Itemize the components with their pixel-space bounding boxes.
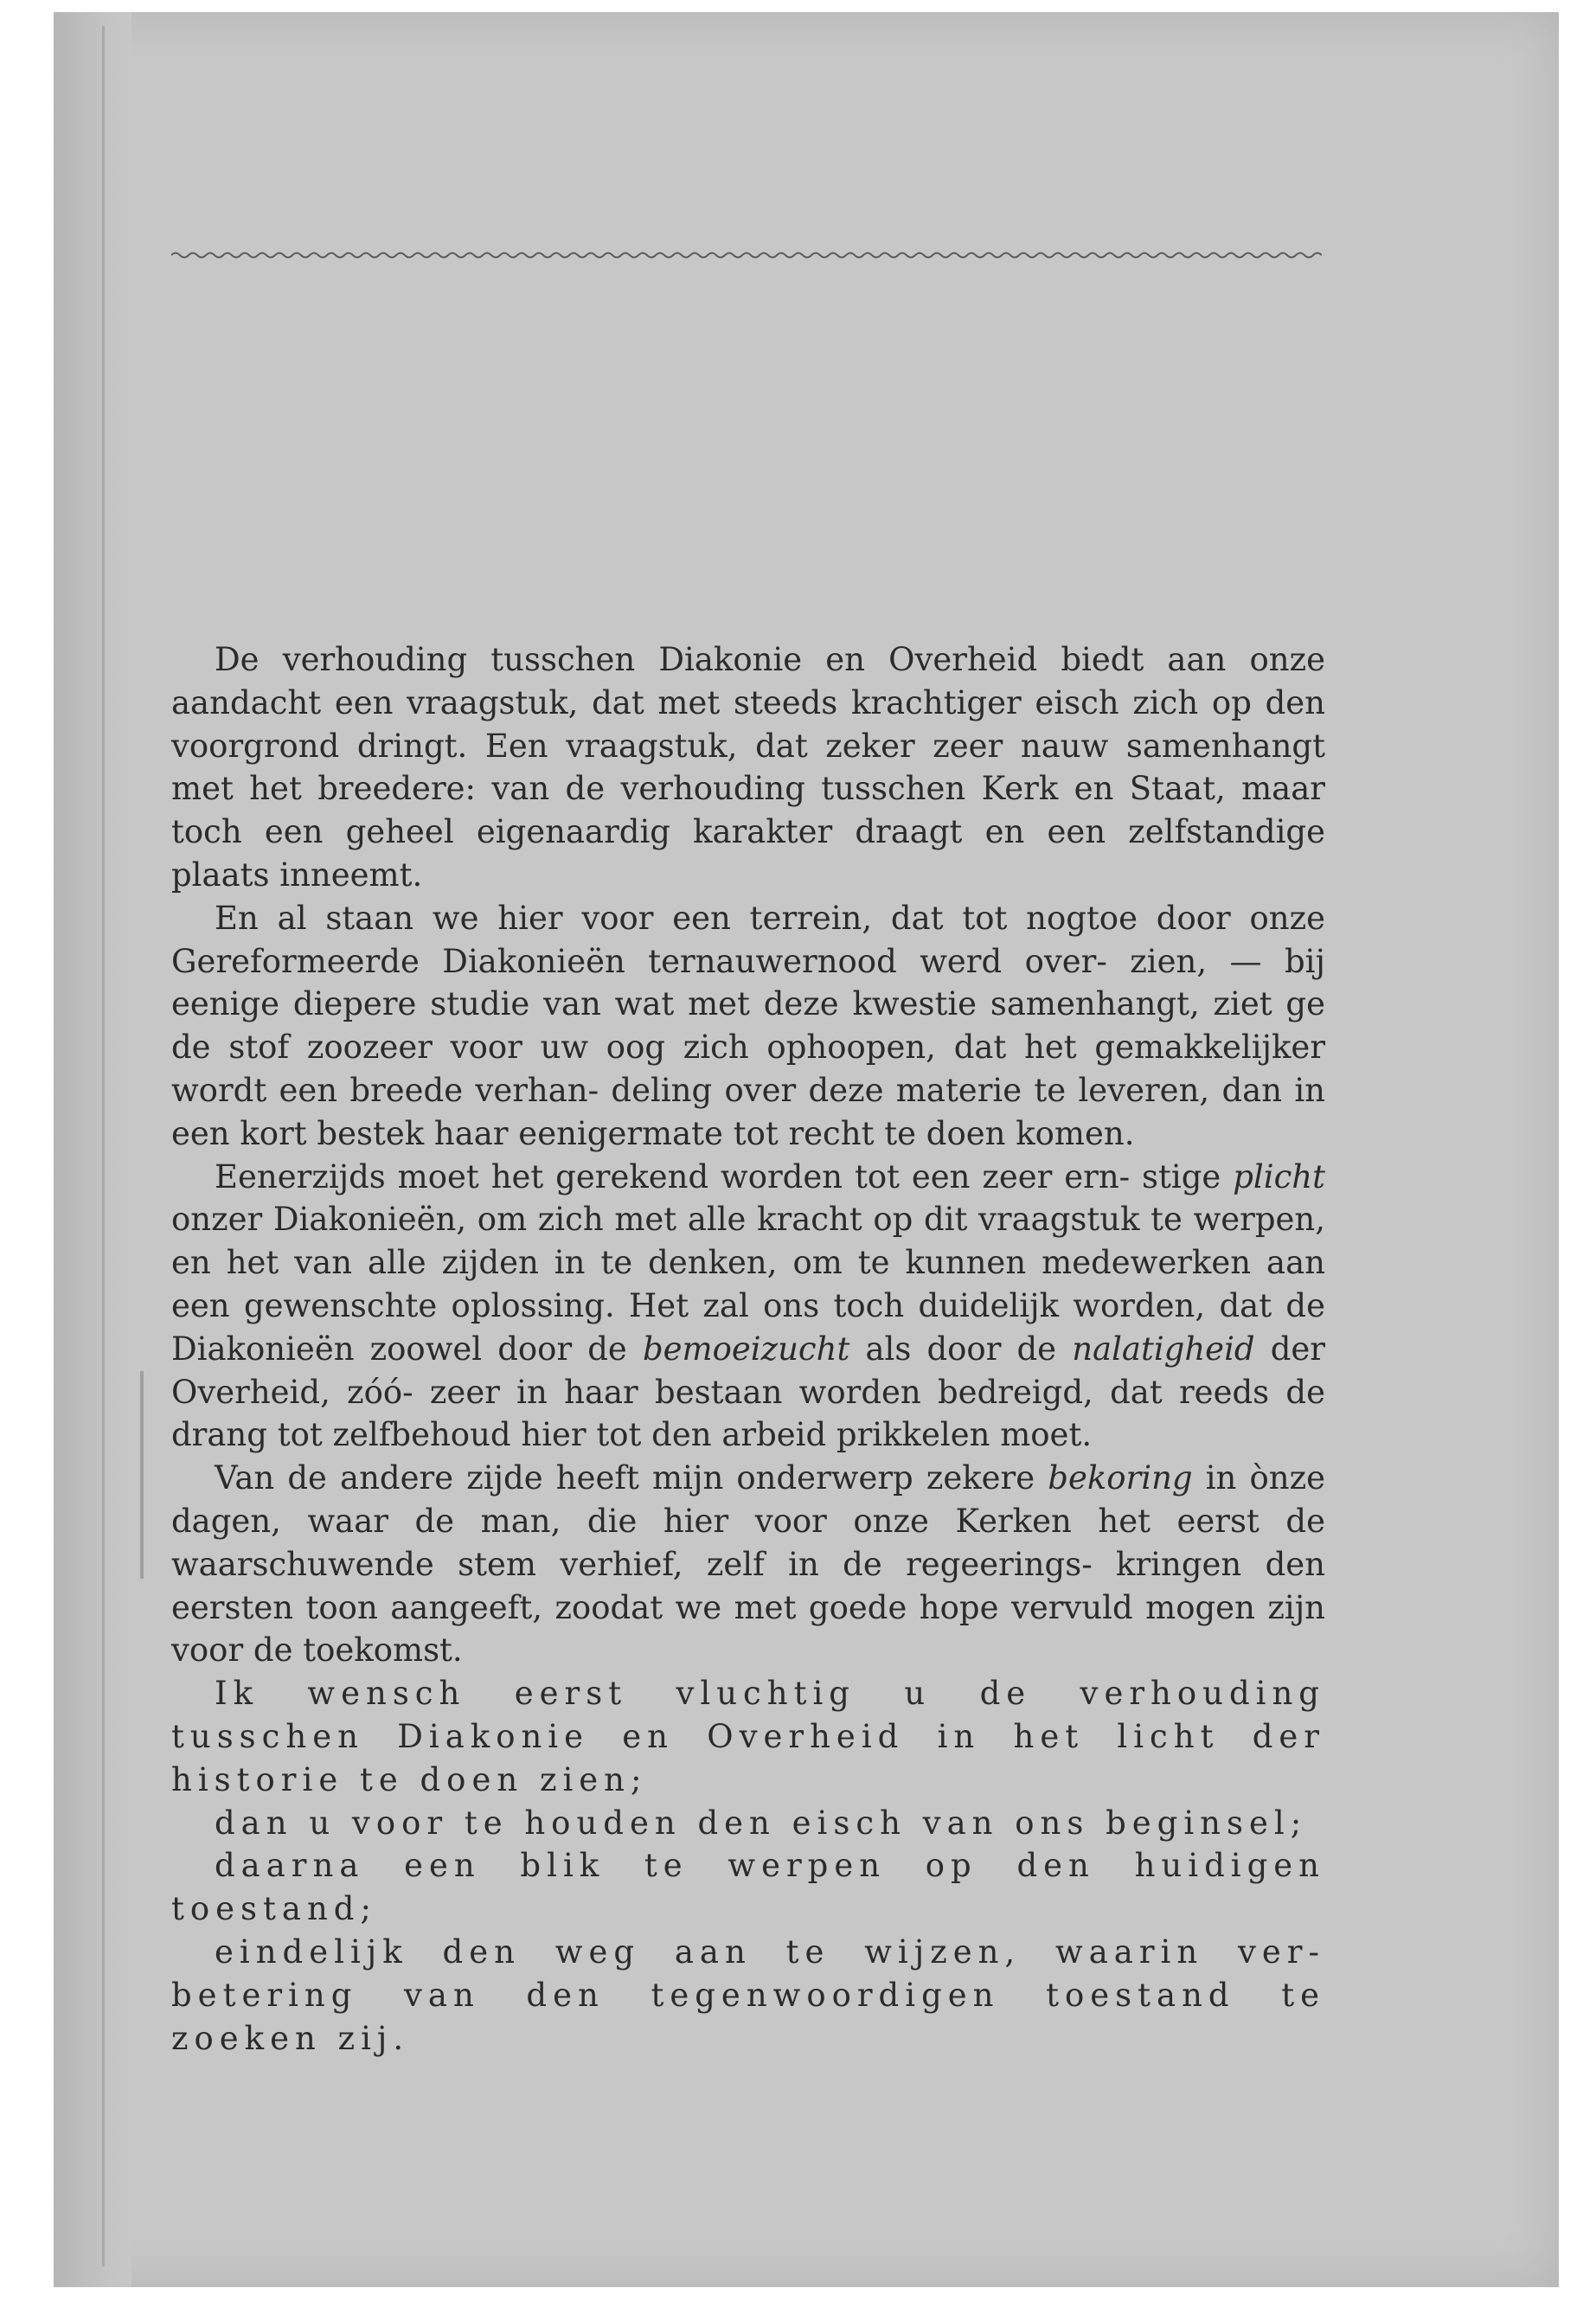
pencil-margin-mark [140, 1371, 144, 1579]
text-run: als door de [849, 1330, 1073, 1368]
paragraph-5 [171, 1672, 1325, 1801]
paragraph-4 [171, 1457, 1325, 1672]
text-run: eindelijk den weg aan te wijzen, waarin ver- betering van den tegenwoordigen toestand te zoeken zij. [171, 1932, 1325, 2057]
emphasized-word: plicht [1233, 1157, 1325, 1195]
binding-fold-shadow [54, 12, 131, 2287]
decorative-wavy-rule [171, 249, 1322, 261]
paragraph-3 [171, 1156, 1325, 1458]
emphasized-word: bemoeizucht [642, 1330, 850, 1368]
text-run: Eenerzijds moet het gerekend worden tot een zeer ern- stige [215, 1157, 1234, 1195]
paragraph-2 [171, 897, 1325, 1156]
text-run: onzer Diakonieën, om zich met alle kracht op dit vraagstuk te werpen, en het van alle zijden in te denken, om te kunnen medewerken aan een gewenschte oplossing. Het zal ons toch duidelijk worden, dat de Diakonieën zoowel door de [171, 1201, 1325, 1368]
binding-crease [102, 26, 105, 2266]
text-run: Van de andere zijde heeft mijn onderwerp zekere [215, 1459, 1048, 1497]
paragraph-1 [171, 638, 1325, 897]
emphasized-word: nalatigheid [1072, 1330, 1255, 1368]
text-run: der Overheid, zóó- zeer in haar bestaan worden bedreigd, dat reeds de drang tot zelfbehoud hier tot den arbeid prikkelen moet. [171, 1330, 1325, 1454]
text-run: En al staan we hier voor een terrein, dat tot nogtoe door onze Gereformeerde Diakonieën ternauwernood werd over- zien, — bij eenige diepere studie van wat met deze kwestie samenhangt, ziet ge de stof zoozeer voor uw oog zich ophoopen, dat het gemakkelijker wordt een breede verhan- deling over deze materie te leveren, dan in een kort bestek haar eenigermate tot recht te doen komen. [171, 899, 1325, 1152]
paragraph-7 [171, 1844, 1325, 1931]
text-run: Ik wensch eerst vluchtig u de verhouding tusschen Diakonie en Overheid in het licht der historie te doen zien; [171, 1675, 1325, 1798]
emphasized-word: bekoring [1048, 1459, 1193, 1497]
body-text [171, 638, 1325, 2060]
paragraph-8 [171, 1931, 1325, 2060]
paragraph-6 [171, 1802, 1325, 1845]
text-run: in ònze dagen, waar de man, die hier voor onze Kerken het eerst de waarschuwende stem verhief, zelf in de regeerings- kringen den eersten toon aangeeft, zoodat we met goede hope vervuld mogen zijn voor de toekomst. [171, 1459, 1326, 1670]
text-run: De verhouding tusschen Diakonie en Overheid biedt aan onze aandacht een vraagstuk, dat met steeds krachtiger eisch zich op den voorgrond dringt. Een vraagstuk, dat zeker zeer nauw samenhangt met het breedere: van de verhouding tusschen Kerk en Staat, maar toch een geheel eigenaardig karakter draagt en een zelfstandige plaats inneemt. [171, 641, 1325, 894]
text-run: daarna een blik te werpen op den huidigen toestand; [171, 1847, 1325, 1928]
text-run: dan u voor te houden den eisch van ons beginsel; [215, 1804, 1308, 1842]
